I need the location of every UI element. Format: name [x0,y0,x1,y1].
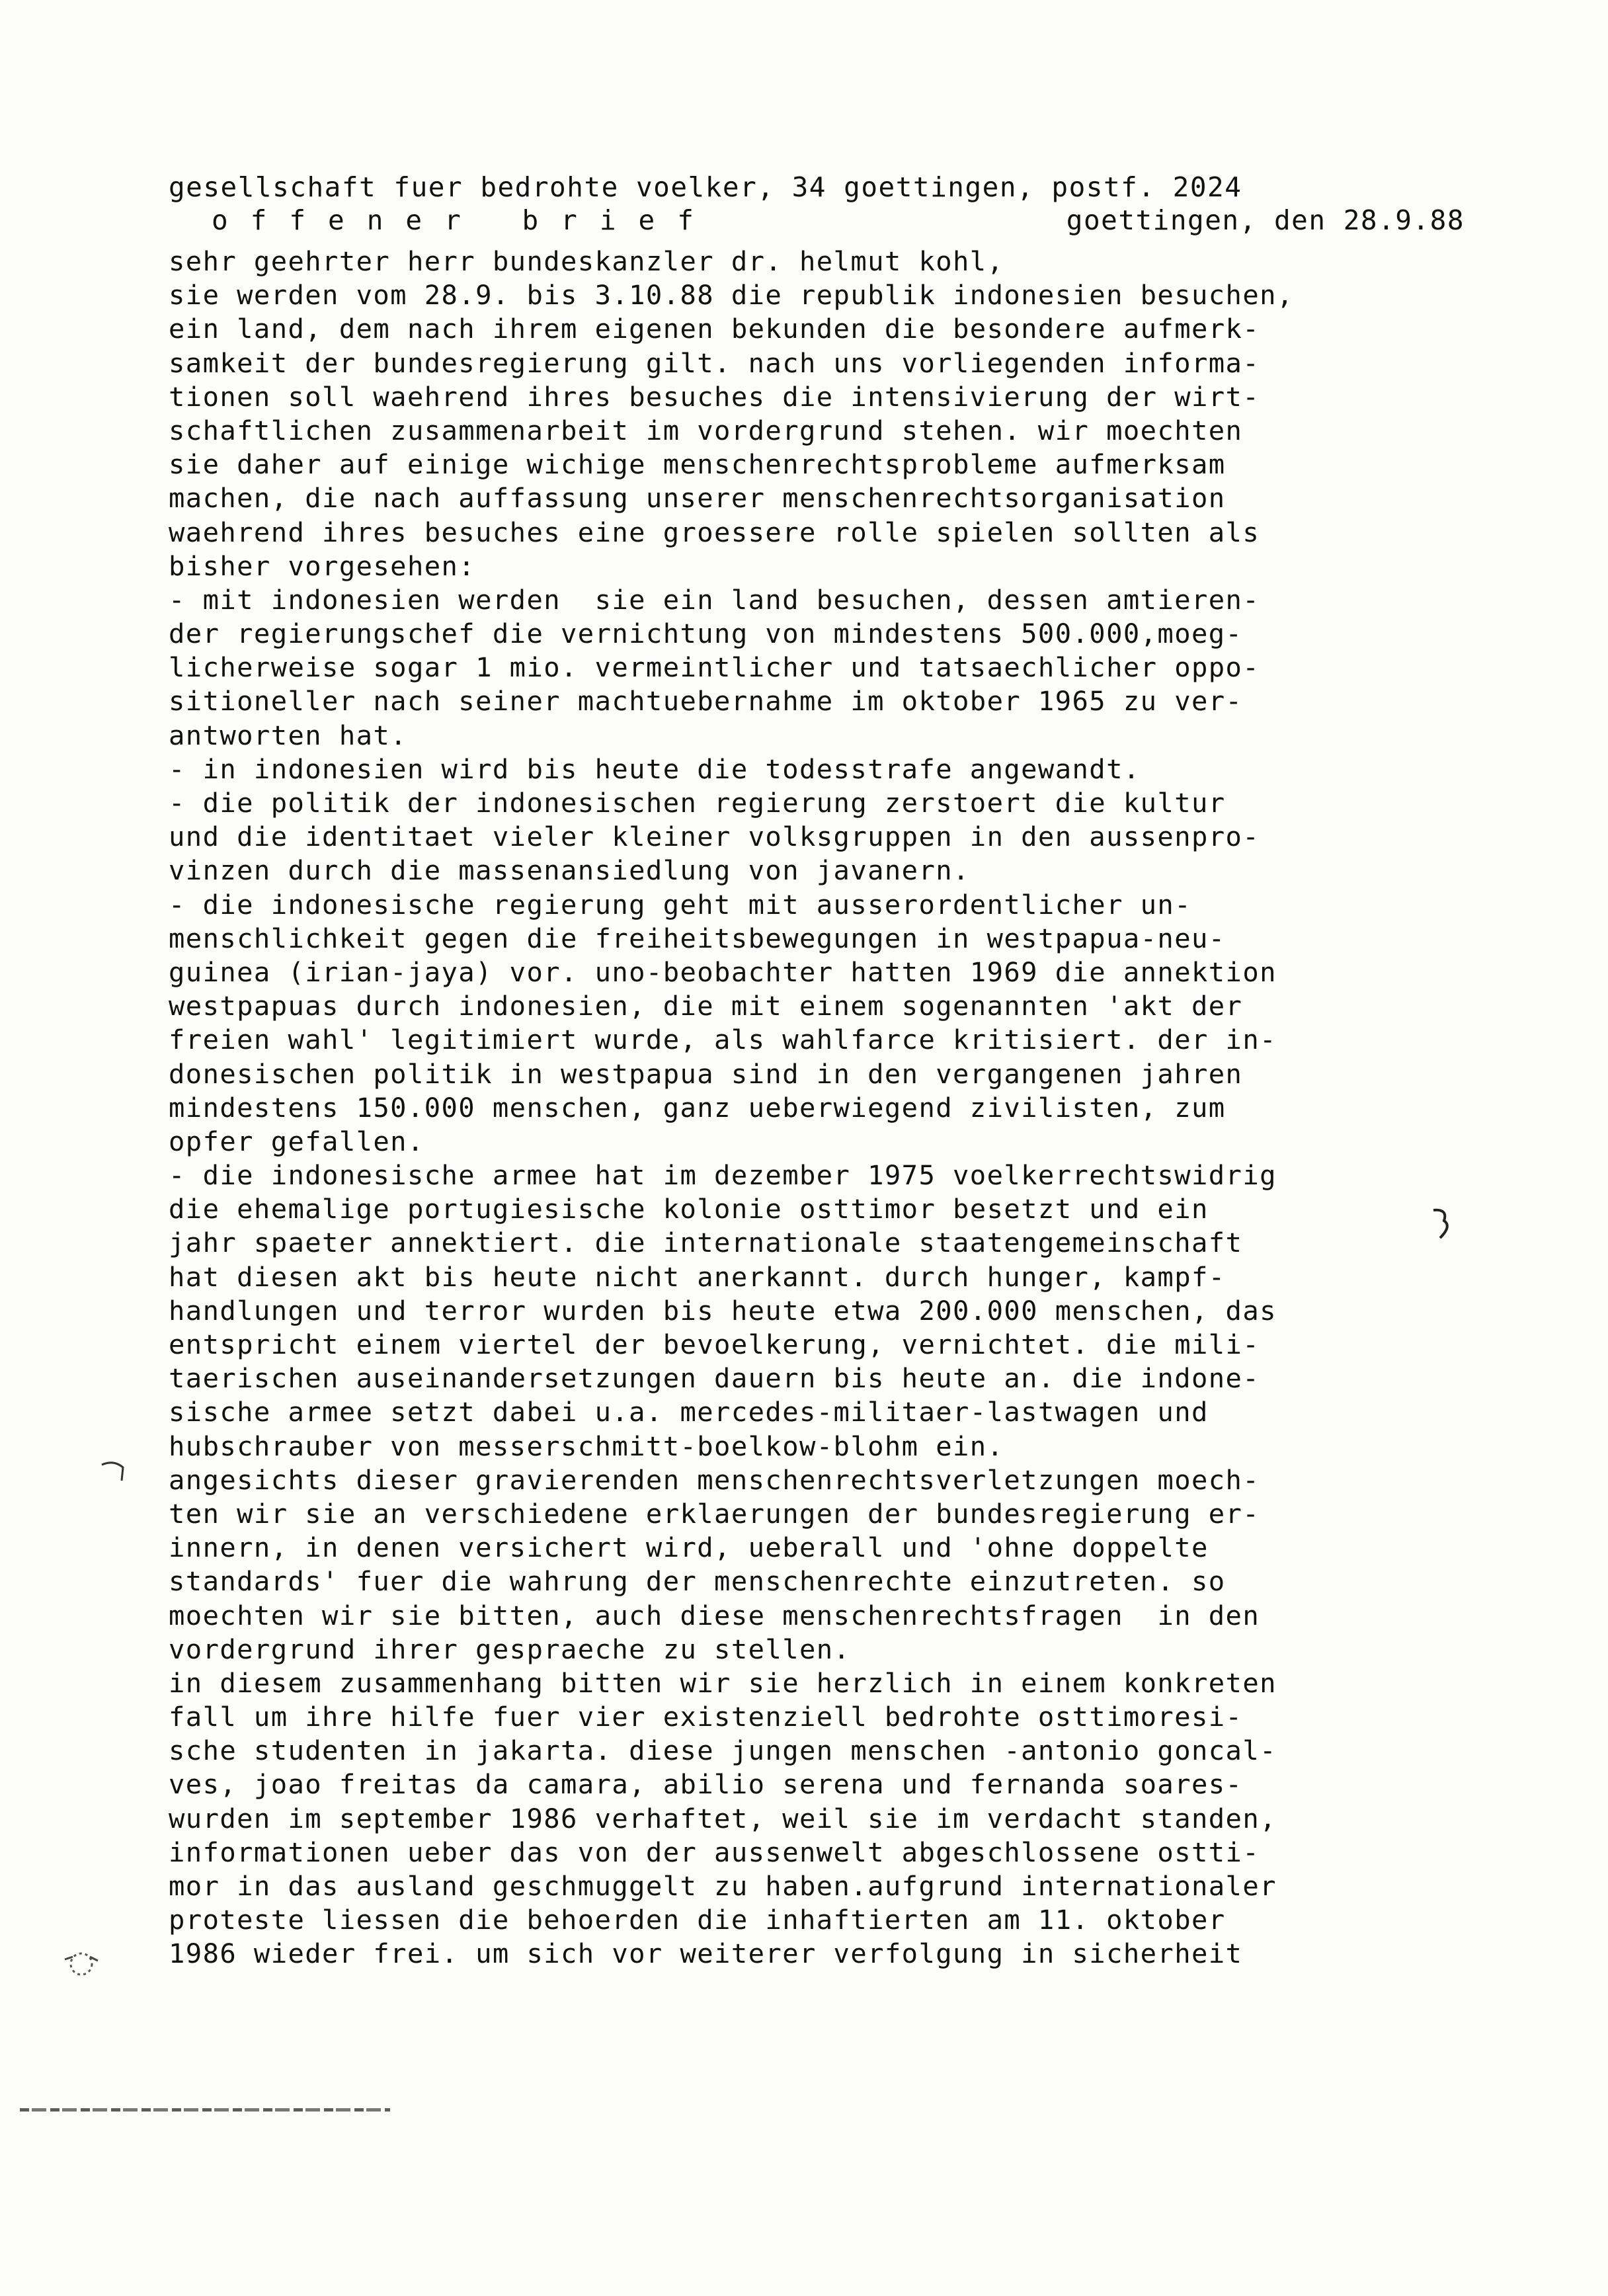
body-line: ein land, dem nach ihrem eigenen bekunden die besondere aufmerk- [169,313,1260,345]
body-line: bisher vorgesehen: [169,550,476,582]
body-line: - die indonesische regierung geht mit ausserordentlicher un- [169,888,1191,921]
header-title-row [169,204,1478,237]
body-line: freien wahl' legitimiert wurde, als wahlfarce kritisiert. der in- [169,1024,1277,1056]
body-line: jahr spaeter annektiert. die internationale staatengemeinschaft [169,1227,1243,1259]
body-line: waehrend ihres besuches eine groessere rolle spielen sollten als [169,516,1260,548]
body-line: wurden im september 1986 verhaftet, weil sie im verdacht standen, [169,1802,1277,1834]
body-line: sitioneller nach seiner machtuebernahme im oktober 1965 zu ver- [169,685,1243,718]
body-line: hubschrauber von messerschmitt-boelkow-blohm ein. [169,1430,1004,1462]
body-line: ves, joao freitas da camara, abilio serena und fernanda soares- [169,1768,1243,1801]
body-line: tionen soll waehrend ihres besuches die intensivierung der wirt- [169,380,1260,413]
hole-punch-mark-icon [52,1948,111,1981]
letter-body [169,245,1504,1971]
body-line: - in indonesien wird bis heute die todesstrafe angewandt. [169,753,1141,785]
sender-address-line: gesellschaft fuer bedrohte voelker, 34 goettingen, postf. 2024 [169,171,1242,203]
body-line: innern, in denen versichert wird, ueberall und 'ohne doppelte [169,1532,1209,1564]
body-line: westpapuas durch indonesien, die mit einem sogenannten 'akt der [169,990,1243,1022]
body-line: opfer gefallen. [169,1125,424,1157]
body-line: licherweise sogar 1 mio. vermeintlicher und tatsaechlicher oppo- [169,651,1260,684]
body-line: hat diesen akt bis heute nicht anerkannt. durch hunger, kampf- [169,1260,1226,1293]
body-line: schaftlichen zusammenarbeit im vordergrund stehen. wir moechten [169,414,1243,446]
body-line: donesischen politik in westpapua sind in den vergangenen jahren [169,1057,1243,1090]
body-line: fall um ihre hilfe fuer vier existenziell bedrohte osttimoresi- [169,1701,1243,1733]
body-line: standards' fuer die wahrung der menschenrechte einzutreten. so [169,1565,1226,1598]
body-line: taerischen auseinandersetzungen dauern bis heute an. die indone- [169,1362,1260,1395]
body-line: menschlichkeit gegen die freiheitsbewegungen in westpapua-neu- [169,922,1226,954]
body-line: - mit indonesien werden sie ein land besuchen, dessen amtieren- [169,583,1260,616]
body-line: 1986 wieder frei. um sich vor weiterer verfolgung in sicherheit [169,1938,1243,1970]
body-line: proteste liessen die behoerden die inhaftierten am 11. oktober [169,1904,1226,1936]
body-line: vinzen durch die massenansiedlung von javanern. [169,854,970,887]
body-line: guinea (irian-jaya) vor. uno-beobachter hatten 1969 die annektion [169,956,1277,988]
body-line: sche studenten in jakarta. diese jungen menschen -antonio goncal- [169,1735,1277,1767]
body-line: die ehemalige portugiesische kolonie osttimor besetzt und ein [169,1193,1209,1225]
body-line: samkeit der bundesregierung gilt. nach uns vorliegenden informa- [169,347,1260,379]
body-line: handlungen und terror wurden bis heute etwa 200.000 menschen, das [169,1294,1277,1327]
letter-title: offener brief [212,204,716,236]
letter-header [169,171,1478,237]
margin-tick-icon [99,1458,132,1485]
body-line: entspricht einem viertel der bevoelkerung, vernichtet. die mili- [169,1329,1260,1360]
body-line: antworten hat. [169,719,407,751]
body-line: sische armee setzt dabei u.a. mercedes-militaer-lastwagen und [169,1396,1209,1428]
body-line: machen, die nach auffassung unserer menschenrechtsorganisation [169,482,1226,514]
body-line: moechten wir sie bitten, auch diese menschenrechtsfragen in den [169,1599,1260,1631]
body-line: sie daher auf einige wichige menschenrechtsprobleme aufmerksam [169,448,1226,481]
body-line: angesichts dieser gravierenden menschenrechtsverletzungen moech- [169,1463,1260,1496]
body-line: informationen ueber das von der aussenwelt abgeschlossene ostti- [169,1836,1260,1868]
body-line: vordergrund ihrer gespraeche zu stellen. [169,1633,851,1665]
body-line: - die indonesische armee hat im dezember 1975 voelkerrechtswidrig [169,1159,1277,1192]
letter-date: goettingen, den 28.9.88 [1066,204,1465,236]
body-line: - die politik der indonesischen regierung zerstoert die kultur [169,787,1226,819]
body-line: in diesem zusammenhang bitten wir sie herzlich in einem konkreten [169,1666,1277,1699]
body-line: mindestens 150.000 menschen, ganz ueberwiegend zivilisten, zum [169,1091,1226,1124]
scan-edge-artifact [20,2108,390,2112]
body-line: sie werden vom 28.9. bis 3.10.88 die republik indonesien besuchen, [169,279,1294,311]
body-line: und die identitaet vieler kleiner volksgruppen in den aussenpro- [169,821,1260,853]
body-line: ten wir sie an verschiedene erklaerungen der bundesregierung er- [169,1497,1260,1530]
body-line: der regierungschef die vernichtung von mindestens 500.000,moeg- [169,618,1243,650]
body-line: sehr geehrter herr bundeskanzler dr. helmut kohl, [169,245,1004,277]
margin-mark-icon [1428,1204,1455,1243]
body-line: mor in das ausland geschmuggelt zu haben.aufgrund internationaler [169,1870,1277,1902]
